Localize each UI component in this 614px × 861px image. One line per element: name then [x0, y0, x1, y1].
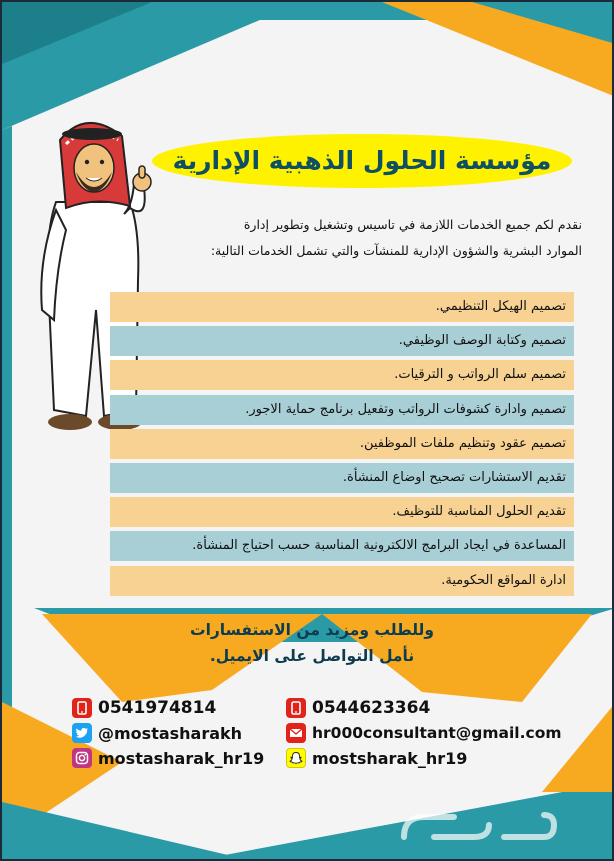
snapchat-contact[interactable]: [286, 746, 467, 770]
snapchat-handle: mostsharak_hr19: [312, 748, 468, 768]
phone-icon: [72, 698, 92, 718]
service-item: تصميم وادارة كشوفات الرواتب وتفعيل برنامج حماية الاجور.: [110, 395, 574, 425]
service-item: ادارة المواقع الحكومية.: [110, 566, 574, 596]
service-item: المساعدة في ايجاد البرامج الالكترونية المناسبة حسب احتياج المنشأة.: [110, 531, 574, 561]
email-address: hr000consultant@gmail.com: [312, 724, 562, 742]
service-item: تصميم الهيكل التنظيمي.: [110, 292, 574, 322]
twitter-handle: @mostasharakh: [98, 723, 243, 743]
service-item: تقديم الاستشارات تصحيح اوضاع المنشأة.: [110, 463, 574, 493]
intro-text: [152, 212, 582, 264]
phone-number-1: 0541974814: [98, 698, 217, 718]
service-item: تصميم عقود وتنظيم ملفات الموظفين.: [110, 429, 574, 459]
instagram-icon: [72, 748, 92, 768]
title-block: [150, 132, 574, 190]
email-icon: [286, 723, 306, 743]
email-contact[interactable]: [286, 721, 562, 745]
service-item: تصميم وكتابة الوصف الوظيفي.: [110, 326, 574, 356]
intro-line-2: الموارد البشرية والشؤون الإدارية للمنشآت والتي تشمل الخدمات التالية:: [210, 243, 582, 258]
services-list: [110, 292, 574, 600]
phone-number-2: 0544623364: [312, 698, 431, 718]
instagram-contact[interactable]: [72, 746, 264, 770]
instagram-handle: mostasharak_hr19: [98, 748, 265, 768]
snapchat-icon: [286, 748, 306, 768]
page-title: مؤسسة الحلول الذهبية الإدارية: [172, 146, 552, 175]
twitter-icon: [72, 723, 92, 743]
phone-icon: [286, 698, 306, 718]
watermark-logo: [394, 807, 564, 849]
contact-prompt-line-1: وللطلب ومزيد من الاستفسارات: [190, 621, 434, 639]
contact-prompt-line-2: نأمل التواصل على الايميل.: [209, 647, 415, 665]
phone-contact-1[interactable]: [72, 696, 216, 720]
service-item: تقديم الحلول المناسبة للتوظيف.: [110, 497, 574, 527]
twitter-contact[interactable]: [72, 721, 242, 745]
phone-contact-2[interactable]: [286, 696, 430, 720]
intro-line-1: نقدم لكم جميع الخدمات اللازمة في تاسيس وتشغيل وتطوير إدارة: [243, 217, 582, 232]
service-item: تصميم سلم الرواتب و الترقيات.: [110, 360, 574, 390]
